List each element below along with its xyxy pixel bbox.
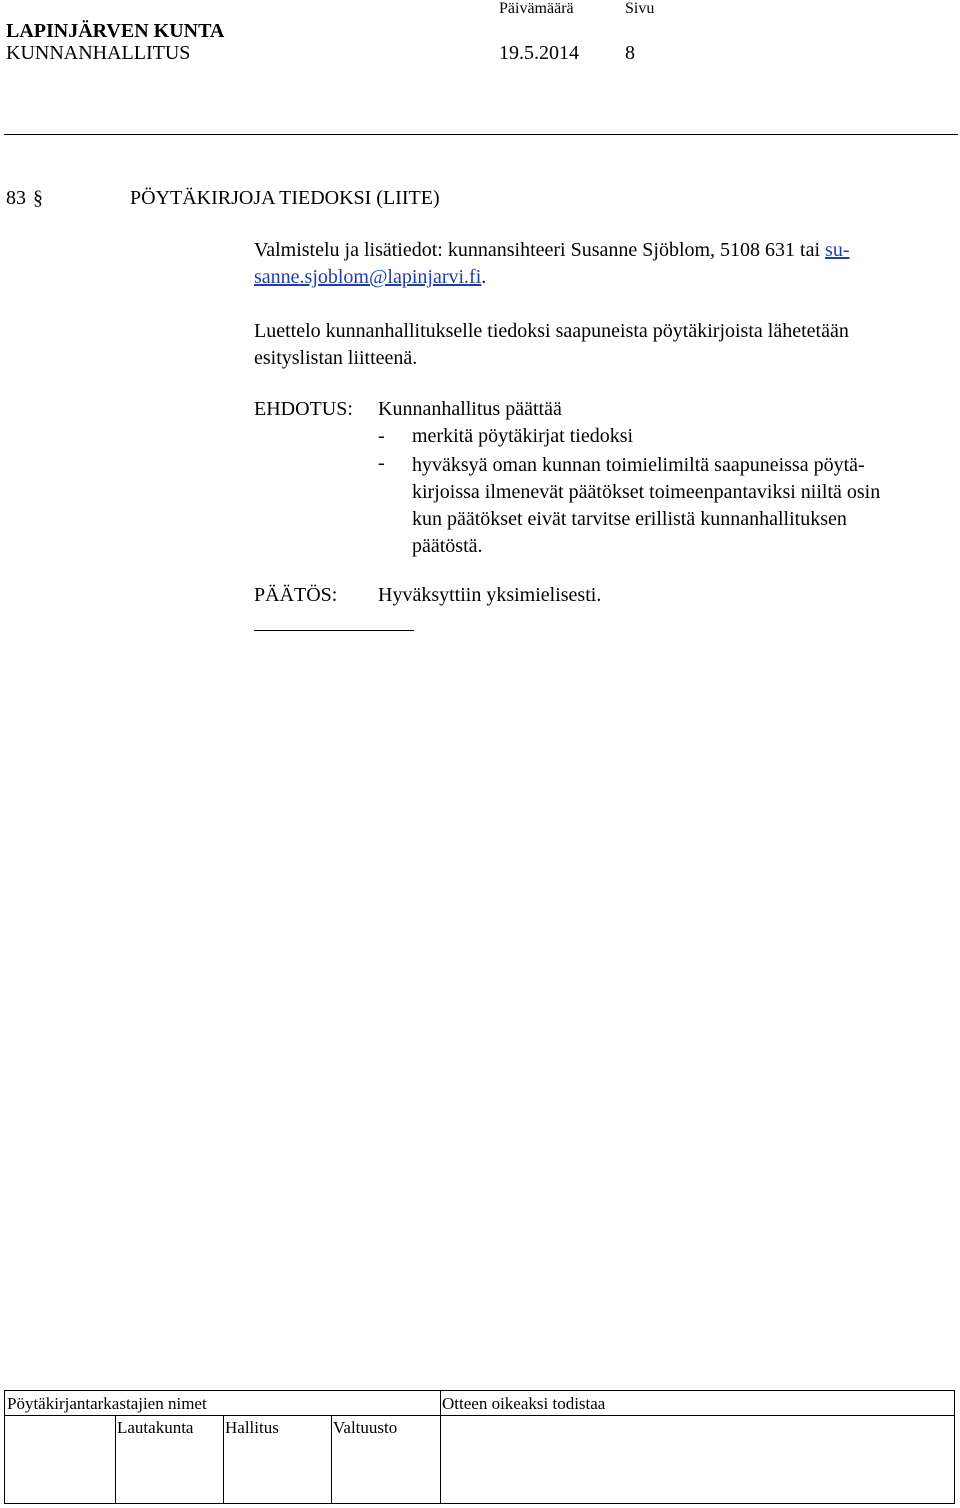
proposal-item-1: merkitä pöytäkirjat tiedoksi [412, 425, 634, 447]
section-end-rule [254, 630, 414, 631]
proposal-item-2-line: päätöstä. [412, 535, 483, 557]
attachment-line-2: esityslistan liitteenä. [254, 347, 418, 369]
attachment-paragraph [254, 318, 849, 372]
date-label: Päivämäärä [499, 0, 574, 17]
certified-label: Otteen oikeaksi todistaa [442, 1394, 606, 1413]
committee-name: KUNNANHALLITUS [6, 42, 191, 64]
list-dash: - [378, 425, 385, 447]
organization-name: LAPINJÄRVEN KUNTA [6, 20, 225, 42]
section-number: 83 [6, 187, 26, 209]
preparation-text: Valmistelu ja lisätiedot: kunnansihteeri Susanne Sjöblom, 5108 631 tai [254, 239, 826, 261]
decision-text: Hyväksyttiin yksimielisesti. [378, 584, 602, 606]
valtuusto-label: Valtuusto [333, 1418, 398, 1437]
meeting-date: 19.5.2014 [499, 42, 579, 64]
list-dash: - [378, 452, 385, 474]
proposal-item-2-line: hyväksyä oman kunnan toimielimiltä saapuneissa pöytä- [412, 454, 865, 476]
section-title: PÖYTÄKIRJOJA TIEDOKSI (LIITE) [130, 187, 440, 209]
page-number: 8 [625, 42, 635, 64]
footer-divider [331, 1415, 332, 1503]
header-divider [4, 134, 958, 135]
footer-divider [115, 1415, 116, 1503]
lautakunta-label: Lautakunta [117, 1418, 194, 1437]
proposal-intro: Kunnanhallitus päättää [378, 398, 562, 420]
proposal-item-2 [412, 452, 880, 560]
checkers-label: Pöytäkirjantarkastajien nimet [7, 1394, 207, 1413]
attachment-line-1: Luettelo kunnanhallitukselle tiedoksi saapuneista pöytäkirjoista lähetetään [254, 320, 849, 342]
hallitus-label: Hallitus [225, 1418, 279, 1437]
signature-footer-table [4, 1390, 955, 1504]
proposal-item-2-line: kun päätökset eivät tarvitse erillistä kunnanhallituksen [412, 508, 847, 530]
footer-divider [440, 1391, 441, 1503]
preparation-suffix: . [481, 266, 487, 288]
preparation-paragraph [254, 237, 850, 291]
page-label: Sivu [625, 0, 655, 17]
decision-label: PÄÄTÖS: [254, 584, 338, 606]
proposal-item-2-line: kirjoissa ilmenevät päätökset toimeenpantaviksi niiltä osin [412, 481, 881, 503]
proposal-label: EHDOTUS: [254, 398, 353, 420]
email-link-part2[interactable]: sanne.sjoblom@lapinjarvi.fi [254, 266, 482, 288]
section-mark: § [33, 187, 43, 209]
footer-divider [5, 1415, 954, 1416]
footer-divider [223, 1415, 224, 1503]
email-link-part1[interactable]: su- [825, 239, 850, 261]
